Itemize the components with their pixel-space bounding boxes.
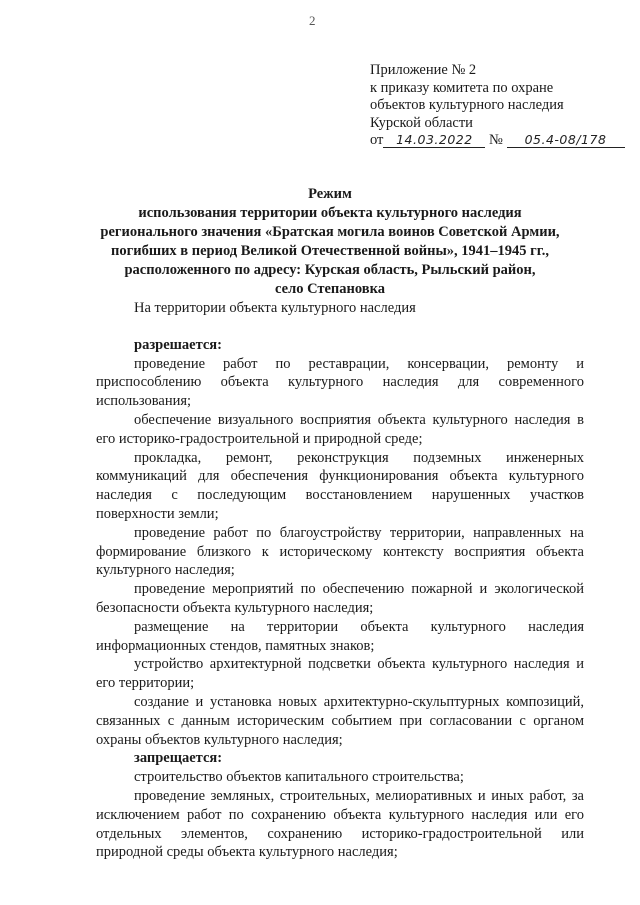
list-item: создание и установка новых архитектурно-скульптурных композиций, связанных с данным историческим событием при согласовании с органом охраны объектов культурного наследия; [96, 693, 584, 748]
list-item: проведение работ по реставрации, консервации, ремонту и приспособлению объекта культурного наследия для современного использования; [96, 355, 584, 410]
list-item: проведение мероприятий по обеспечению пожарной и экологической безопасности объекта культурного наследия; [96, 581, 584, 616]
forbidden-label: запрещается: [134, 750, 223, 767]
appendix-line: к приказу комитета по охране [370, 79, 554, 96]
document-body [96, 299, 584, 862]
number-prefix: № [489, 132, 503, 148]
title-line: Режим [308, 186, 352, 202]
appendix-line: Приложение № 2 [370, 62, 477, 78]
list-item: обеспечение визуального восприятия объекта культурного наследия в его историко-градостроительной и природной среде; [96, 411, 584, 447]
appendix-line: объектов культурного наследия [370, 97, 564, 113]
title-line: село Степановка [275, 281, 385, 297]
list-item: устройство архитектурной подсветки объекта культурного наследия и его территории; [96, 656, 584, 692]
list-item: размещение на территории объекта культурного наследия информационных стендов, памятных знаков; [96, 618, 584, 654]
document-title [60, 185, 600, 299]
handwritten-date: 14.03.2022 [383, 133, 485, 148]
list-item: прокладка, ремонт, реконструкция подземных инженерных коммуникаций для обеспечения функционирования объекта культурного наследия с последующим восстановлением нарушенных участков поверхности земли; [96, 449, 584, 522]
list-item: проведение земляных, строительных, мелиоративных и иных работ, за исключением работ по сохранению объекта культурного наследия или его отдельных элементов, сохранению историко-градостроительной или природной среды объекта культурного наследия; [96, 787, 584, 861]
page-number: 2 [309, 13, 316, 28]
allowed-label: разрешается: [134, 336, 222, 353]
title-line: регионального значения «Братская могила воинов Советской Армии, [100, 224, 560, 240]
title-line: использования территории объекта культурного наследия [138, 205, 522, 221]
title-line: погибших в период Великой Отечественной войны», 1941–1945 гг., [111, 243, 549, 259]
from-prefix: от [370, 132, 384, 148]
intro-text: На территории объекта культурного наследия [134, 300, 416, 316]
title-line: расположенного по адресу: Курская область, Рыльский район, [124, 262, 536, 278]
list-item: строительство объектов капитального строительства; [134, 769, 464, 786]
order-reference [370, 132, 630, 150]
list-item: проведение работ по благоустройству территории, направленных на формирование близкого к историческому контексту восприятия объекта культурного наследия; [96, 524, 584, 579]
appendix-block [370, 62, 630, 150]
appendix-line: Курской области [370, 114, 473, 131]
handwritten-number: 05.4-08/178 [507, 133, 625, 148]
